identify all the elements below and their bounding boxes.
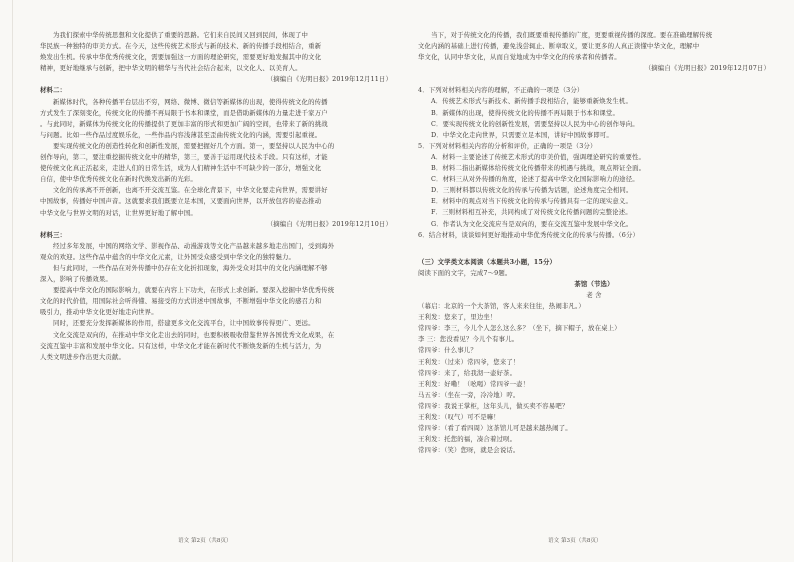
option-line: A．材料一主要论述了传统艺术形式的审美价值，强调理论研究的重要性。 (431, 152, 646, 161)
option-line: A．传统艺术形式与新技术、新传播手段相结合，能够重新焕发生机。 (431, 97, 632, 106)
para-line: 经过多年发展，中国的网络文学、影视作品、动漫游戏等文化产品越来越多地走出国门，受到海外 (53, 241, 335, 250)
option-line: C．要实现传统文化的创新性发展，需要坚持以人民为中心的创作导向。 (431, 119, 639, 128)
section-instruction: 阅读下面的文字，完成7～9题。 (418, 268, 512, 277)
para-line: 人类文明进步作出更大贡献。 (40, 352, 126, 361)
para-line: 观众的欢迎。这些作品中蕴含的中华文化元素，让外国受众感受到中华文化的独特魅力。 (40, 252, 296, 261)
drama-line: 常四爷：（看了看四周）这茶馆儿可是越来越热闹了。 (418, 424, 572, 433)
source-citation: （摘编自《光明日报》2019年12月11日） (266, 75, 392, 84)
drama-line: （幕启：北京的一个大茶馆，客人来来往往，热闹非凡。） (418, 302, 585, 311)
drama-line: 王利发：您来了，里边坐！ (418, 313, 497, 322)
para-line: 焕发出生机。传承中华优秀传统文化，需要加强这一方面的理论研究，需要更好地发掘其中的文化 (40, 53, 322, 62)
material-heading: 材料二： (40, 86, 67, 95)
para-line: 华民族一种独特的审美方式。在今天，这些传统艺术形式与新的技术、新的传播手段相结合，重新 (40, 42, 322, 51)
option-line: C．材料三从对外传播的角度，论述了提高中华文化国际影响力的途径。 (431, 175, 639, 184)
drama-line: 李 三：您没看见？今儿个有事儿。 (418, 335, 519, 344)
question-5: 5．下列对材料相关内容的分析和评价，正确的一项是（3分） (418, 141, 597, 150)
para-line: 但与此同时，一些作品在对外传播中仍存在文化折扣现象，海外受众对其中的文化内涵理解不够 (53, 263, 328, 272)
para-line: 精神，更好地继承与创新，把中华文明的精华与当代社会结合起来，以文化人、以美育人。 (40, 64, 302, 73)
para-line: 要提高中华文化的国际影响力，就要在内容上下功夫，在形式上求创新。要深入挖掘中华优秀传统 (53, 286, 335, 295)
page-footer-left: 语文 第2页（共8页） (178, 538, 232, 544)
source-citation: （摘编自《光明日报》2019年12月10日） (266, 219, 392, 228)
page-footer-right: 语文 第3页（共8页） (548, 538, 602, 544)
para-line: 中华文化与世界文明的对话，让世界更好地了解中国。 (40, 208, 197, 217)
left-column (40, 30, 392, 363)
passage-author: 老 舍 (586, 290, 602, 299)
para-line: 同时，还要充分发挥新媒体的作用，搭建更多文化交流平台，让中国故事传得更广、更远。 (53, 319, 315, 328)
drama-line: 王利发：（叹气）可不是嘛！ (418, 413, 500, 421)
spacer (418, 74, 770, 85)
para-line: 深入，影响了传播效果。 (40, 275, 112, 284)
option-line: F．三则材料相互补充，共同构成了对传统文化传播问题的完整论述。 (431, 208, 632, 217)
para-line: 华文化，认同中华文化，从而自觉地成为中华文化的传承者和传播者。 (418, 53, 621, 62)
option-line: B．新媒体的出现，使得传统文化的传播不再局限于书本和课堂。 (431, 108, 619, 117)
para-line: 文化的传承离不开创新，也离不开交流互鉴。在全球化背景下，中华文化要走向世界，需要讲好 (53, 186, 328, 195)
option-line: D．中华文化走向世界，只需要立足本国，讲好中国故事即可。 (431, 130, 613, 139)
para-line: 当下，对于传统文化的传播，我们既要重视传播的广度，更要重视传播的深度。要在准确理解传统 (431, 31, 713, 39)
source-citation: （摘编自《光明日报》2019年12月07日） (644, 64, 770, 73)
drama-line: 王利发：（过来）常四爷，您来了！ (418, 357, 520, 366)
spacer (418, 241, 770, 257)
para-line: 为我们探索中华传统思想和文化提供了重要的思路。它们来自民间又回到民间，体现了中 (53, 31, 309, 39)
para-line: 要实现传统文化的创造性转化和创新性发展，需要把握好几个方面。第一，要坚持以人民为中心的 (53, 141, 335, 150)
para-line: 文化交流是双向的，在推动中华文化走出去的同时，也要积极吸收借鉴世界各国优秀文化成果，在 (53, 330, 335, 339)
drama-line: 马五爷：（坐在一旁，冷冷地）哼。 (418, 390, 520, 399)
material-heading: 材料三： (40, 230, 67, 239)
drama-line: 常四爷：李三，今儿个人怎么这么多？（坐下，摘下帽子，放在桌上） (418, 324, 621, 333)
para-line: 方式发生了深刻变化，传统文化的传播不再局限于书本和课堂，而是借助新媒体的力量走进千家万户 (40, 108, 328, 117)
option-line: G．作者认为文化交流应当是双向的，要在交流互鉴中发展中华文化。 (431, 219, 633, 228)
option-line: E．材料中的观点对当下传统文化的传承与传播具有一定的现实意义。 (431, 197, 633, 206)
drama-line: 王利发：好嘞！（吆喝）常四爷一壶！ (418, 379, 530, 388)
drama-line: 常四爷：（笑）您呀，就是会说话。 (418, 446, 520, 455)
para-line: 文化的时代价值，用国际社会听得懂、易接受的方式讲述中国故事，不断增强中华文化的感召力和 (40, 297, 322, 306)
drama-line: 常四爷：什么事儿？ (418, 346, 477, 355)
drama-line: 常四爷：我说王掌柜，这年头儿，做买卖不容易吧？ (418, 401, 569, 410)
para-line: 创作导向，第二，要注重挖掘传统文化中的精华，第三，要善于运用现代技术手段。只有这样，才能 (40, 153, 328, 162)
para-line: 中国故事，传播好中国声音。这就要求我们既要立足本国，又要面向世界，以开放包容的姿态推动 (40, 197, 322, 206)
question-4: 4．下列对材料相关内容的理解，不正确的一项是（3分） (418, 86, 584, 95)
para-line: 交流互鉴中丰富和发展中华文化。只有这样，中华文化才能在新时代不断焕发新的生机与活力，为 (40, 341, 322, 350)
passage-title: 茶馆（节选） (574, 279, 614, 288)
para-line: 新媒体时代，各种传播平台层出不穷，网络、微博、微信等新媒体的出现，使得传统文化的传播 (53, 97, 328, 106)
option-line: D．三则材料都以传统文化的传承与传播为话题，论述角度完全相同。 (431, 186, 633, 195)
question-6: 6．结合材料，谈谈如何更好地推动中华优秀传统文化的传承与传播。（6分） (418, 230, 640, 239)
para-line: 使传统文化真正活起来，走进人们的日常生活，成为人们精神生活中不可缺少的一部分，增强文化 (40, 164, 322, 173)
section-heading: （三）文学类文本阅读（本题共3小题，15分） (418, 257, 557, 266)
para-line: 吸引力，推动中华文化更好地走向世界。 (40, 308, 158, 317)
para-line: 。与此同时，新媒体为传统文化的传播提供了更加丰富的形式和更加广阔的空间，也带来了新的挑战 (40, 119, 328, 128)
para-line: 自信，使中华优秀传统文化在新时代焕发出新的光彩。 (40, 175, 197, 184)
right-column (418, 30, 770, 456)
page-edge (12, 0, 13, 562)
drama-line: 常四爷：来了，给我沏一壶好茶。 (418, 368, 517, 377)
drama-line: 王利发：托您的福，凑合着过呗。 (418, 435, 517, 444)
para-line: 与问题。比如一些作品过度娱乐化，一些作品内容浅薄甚至歪曲传统文化的内涵，需要引起重视。 (40, 130, 322, 139)
para-line: 文化内涵的基础上进行传播，避免浅尝辄止、断章取义，要让更多的人真正读懂中华文化，理解中 (418, 42, 700, 51)
option-line: B．材料二指出新媒体给传统文化传播带来的机遇与挑战，观点辩证全面。 (431, 164, 646, 173)
